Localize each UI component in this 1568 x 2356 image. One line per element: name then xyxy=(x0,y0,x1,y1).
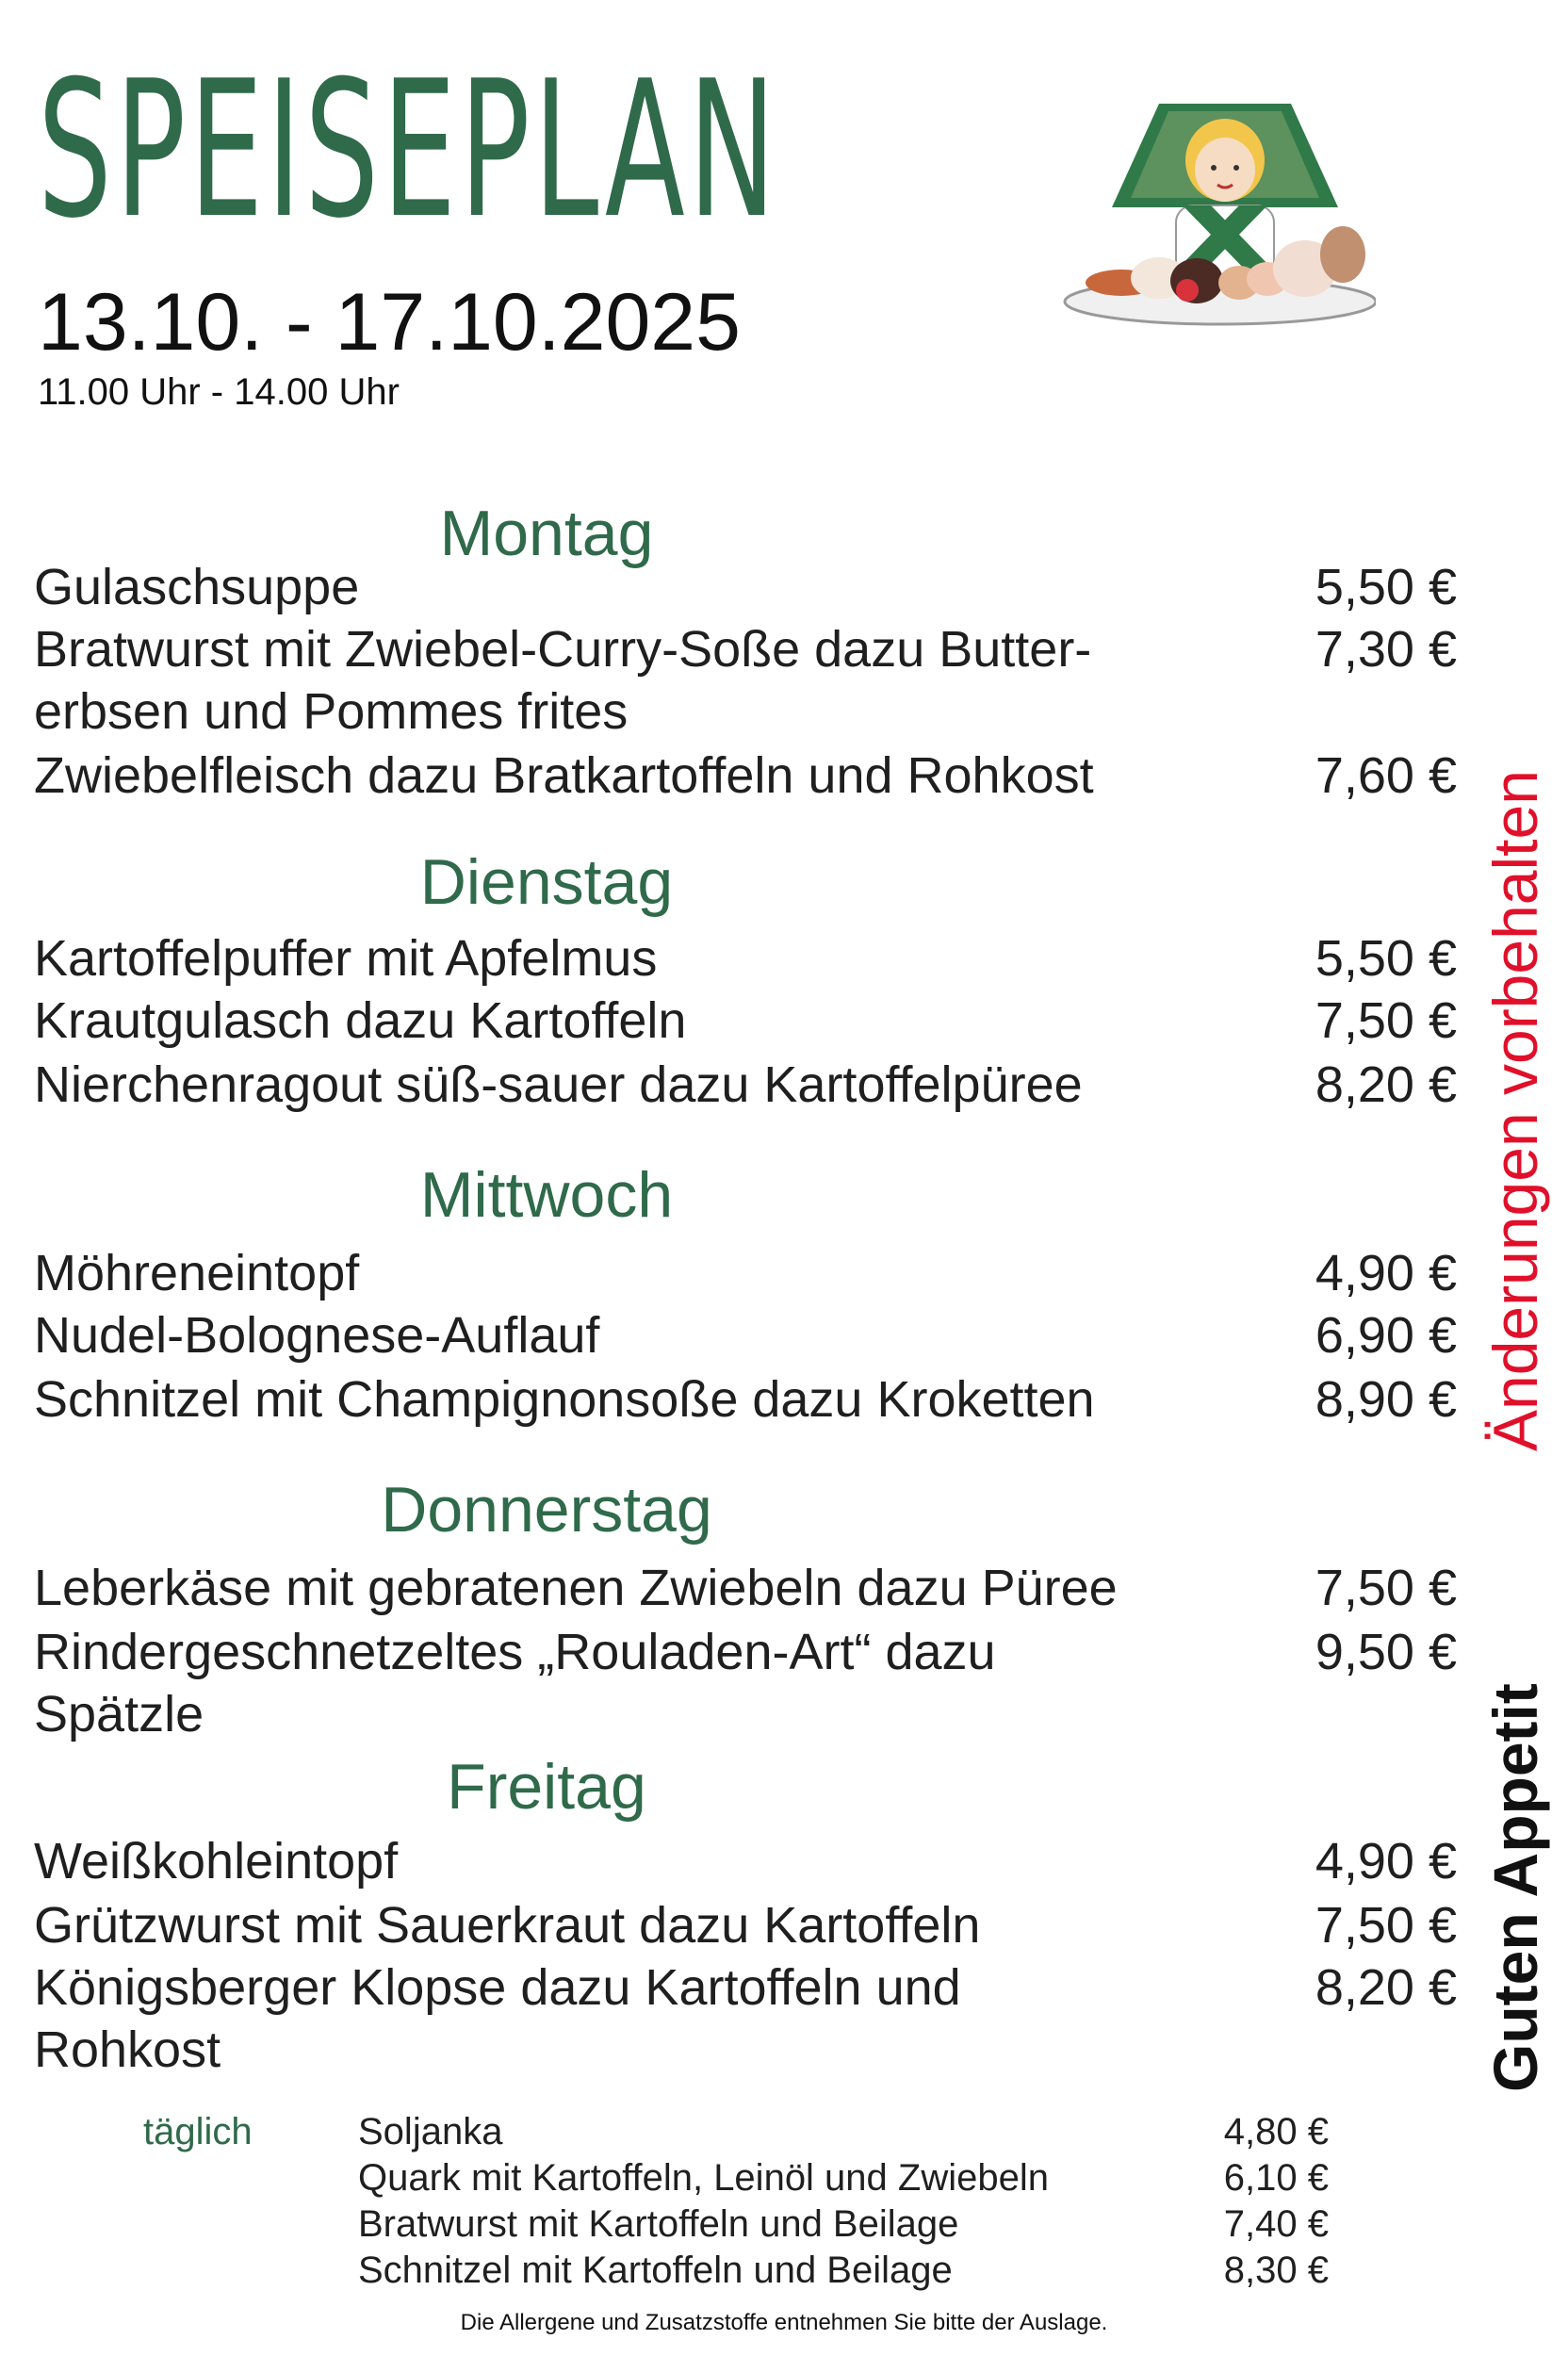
dish-price: 7,40 € xyxy=(1223,2203,1329,2245)
dish-price: 6,10 € xyxy=(1223,2157,1329,2199)
dish-name: Kartoffelpuffer mit Apfelmus xyxy=(34,930,658,987)
daily-label: täglich xyxy=(143,2111,253,2152)
dish-name: Soljanka xyxy=(358,2111,503,2152)
dish-price: 7,50 € xyxy=(1315,1560,1457,1616)
dish-name: Bratwurst mit Kartoffeln und Beilage xyxy=(358,2203,959,2245)
dish-price: 5,50 € xyxy=(1315,559,1457,615)
dish-name: Grützwurst mit Sauerkraut dazu Kartoffeln xyxy=(34,1897,981,1954)
dish-name: Nierchenragout süß-sauer dazu Kartoffelpüree xyxy=(34,1056,1083,1113)
dish-price: 4,90 € xyxy=(1315,1833,1457,1890)
page-title: SPEISEPLAN xyxy=(38,41,779,260)
day-heading-donnerstag: Donnerstag xyxy=(381,1474,712,1546)
day-heading-montag: Montag xyxy=(439,498,654,569)
dish-name: Nudel-Bolognese-Auflauf xyxy=(34,1307,600,1364)
dish-name: Gulaschsuppe xyxy=(34,559,360,615)
allergen-footnote: Die Allergene und Zusatzstoffe entnehmen Sie bitte der Auslage. xyxy=(460,2310,1108,2335)
dish-price: 7,50 € xyxy=(1315,1897,1457,1954)
dish-price: 6,90 € xyxy=(1315,1307,1457,1364)
dish-price: 5,50 € xyxy=(1315,930,1457,987)
dish-name: Quark mit Kartoffeln, Leinöl und Zwiebeln xyxy=(358,2157,1049,2199)
dish-name: Schnitzel mit Kartoffeln und Beilage xyxy=(358,2250,953,2291)
dish-name: Königsberger Klopse dazu Kartoffeln und Rohkost xyxy=(34,1959,961,2078)
dish-price: 8,20 € xyxy=(1315,1056,1457,1113)
dish-name: Zwiebelfleisch dazu Bratkartoffeln und Rohkost xyxy=(34,747,1094,804)
changes-reserved-note: Änderungen vorbehalten xyxy=(1480,770,1550,1451)
opening-hours: 11.00 Uhr - 14.00 Uhr xyxy=(38,371,400,413)
dish-name: Rindergeschnetzeltes „Rouladen-Art“ dazu Spätzle xyxy=(34,1624,996,1742)
dish-price: 7,60 € xyxy=(1315,747,1457,804)
greeting-text: Guten Appetit xyxy=(1480,1683,1550,2092)
day-heading-dienstag: Dienstag xyxy=(419,846,674,918)
dish-price: 4,90 € xyxy=(1315,1245,1457,1301)
dish-name: Möhreneintopf xyxy=(34,1245,360,1301)
dish-price: 8,20 € xyxy=(1315,1959,1457,2016)
day-heading-freitag: Freitag xyxy=(447,1751,646,1823)
dish-name: Schnitzel mit Champignonsoße dazu Kroketten xyxy=(34,1371,1095,1428)
date-range: 13.10. - 17.10.2025 xyxy=(38,277,741,368)
dish-price: 8,90 € xyxy=(1315,1371,1457,1428)
dish-price: 9,50 € xyxy=(1315,1624,1457,1680)
dish-price: 4,80 € xyxy=(1223,2111,1329,2152)
dish-name: Leberkäse mit gebratenen Zwiebeln dazu Püree xyxy=(34,1560,1118,1616)
dish-price: 7,50 € xyxy=(1315,992,1457,1049)
dish-name: Bratwurst mit Zwiebel-Curry-Soße dazu Butter- erbsen und Pommes frites xyxy=(34,621,1092,740)
dish-name: Weißkohleintopf xyxy=(34,1833,399,1890)
dish-price: 8,30 € xyxy=(1223,2250,1329,2291)
waitress-with-sausage-platter-icon xyxy=(1055,94,1376,330)
day-heading-mittwoch: Mittwoch xyxy=(419,1159,674,1231)
dish-name: Krautgulasch dazu Kartoffeln xyxy=(34,992,687,1049)
dish-price: 7,30 € xyxy=(1315,621,1457,678)
